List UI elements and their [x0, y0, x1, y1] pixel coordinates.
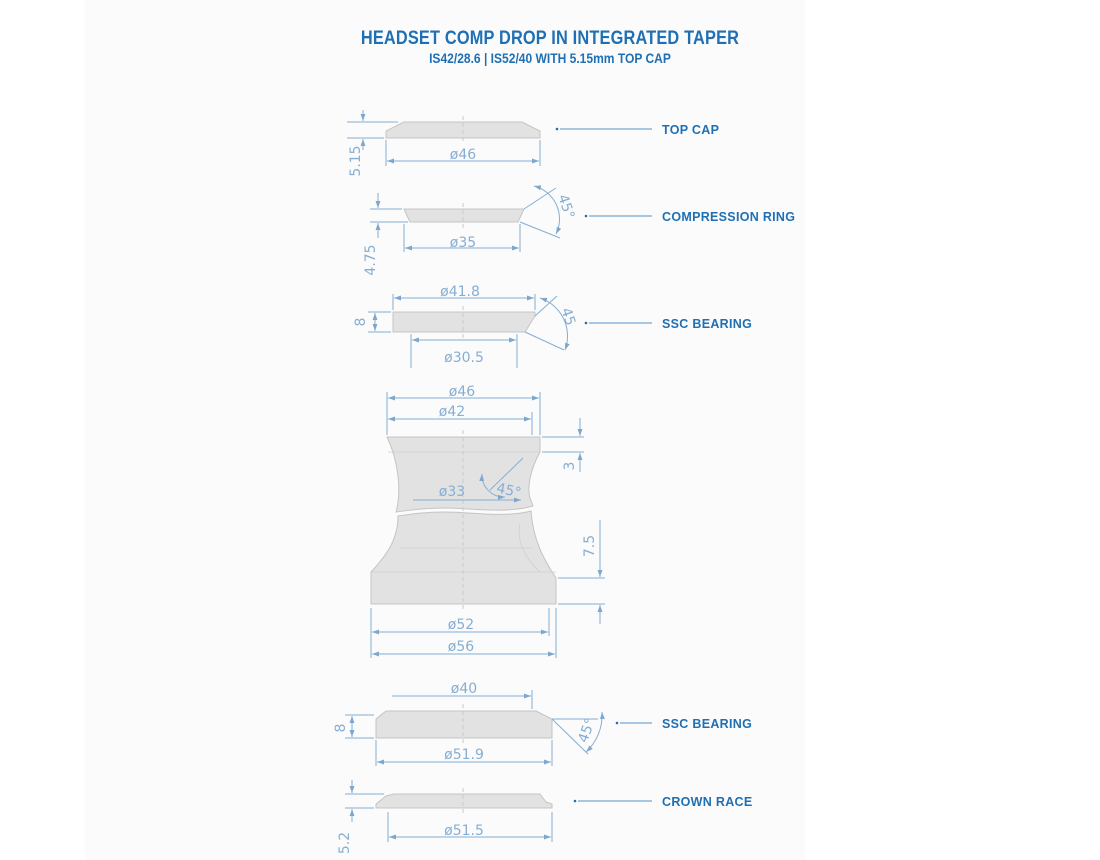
- ring-height-label: 4.75: [363, 244, 379, 276]
- bottom-bearing-angle-label: 45°: [575, 716, 600, 746]
- top-cap-height-label: 5.15: [348, 145, 364, 177]
- crown-race-label: CROWN RACE: [662, 795, 753, 809]
- frame-top-inner-label: ø42: [438, 404, 466, 420]
- ring-diameter-label: ø35: [449, 235, 477, 251]
- frame-bottom-inner-label: ø52: [447, 617, 475, 633]
- top-bearing-height-label: 8: [353, 317, 369, 327]
- top-cap-leader: [556, 128, 652, 131]
- crown-race-height-label: 5.2: [337, 831, 353, 855]
- compression-ring-label: COMPRESSION RING: [662, 210, 796, 224]
- frame-bottom-outer-label: ø56: [447, 639, 475, 655]
- frame-top-outer-label: ø46: [448, 384, 476, 400]
- drawing-title: HEADSET COMP DROP IN INTEGRATED TAPER: [360, 28, 740, 49]
- bottom-bearing-height-label: 8: [333, 723, 349, 733]
- top-bearing-angle-label: 45: [557, 305, 579, 328]
- top-bearing-inner-label: ø30.5: [444, 350, 484, 366]
- top-cap: [386, 116, 540, 142]
- compression-ring-leader: [585, 215, 652, 218]
- top-bearing-outer-label: ø41.8: [440, 284, 480, 300]
- crown-race: [376, 788, 552, 814]
- top-bearing-leader: [585, 322, 652, 325]
- top-cap-diameter-label: ø46: [449, 147, 477, 163]
- bottom-bearing: [376, 704, 552, 744]
- bottom-bearing-outer-label: ø51.9: [444, 747, 484, 763]
- drawing-subtitle: IS42/28.6 | IS52/40 WITH 5.15mm TOP CAP: [429, 50, 671, 66]
- compression-ring: [404, 203, 524, 228]
- frame-bottom-depth-label: 7.5: [582, 534, 598, 558]
- frame-angle-label: 45°: [494, 480, 523, 502]
- top-bearing: [393, 306, 535, 338]
- head-tube: [371, 430, 556, 612]
- ring-angle-label: 45°: [554, 192, 578, 222]
- bottom-bearing-label: SSC BEARING: [662, 717, 753, 731]
- crown-race-diameter-label: ø51.5: [444, 823, 484, 839]
- bottom-bearing-inner-label: ø40: [450, 681, 478, 697]
- top-cap-label: TOP CAP: [662, 123, 720, 137]
- bottom-bearing-leader: [616, 722, 652, 725]
- crown-race-leader: [574, 800, 652, 803]
- frame-top-depth-label: 3: [562, 461, 578, 471]
- top-bearing-label: SSC BEARING: [662, 317, 753, 331]
- frame-bore-label: ø33: [438, 484, 466, 500]
